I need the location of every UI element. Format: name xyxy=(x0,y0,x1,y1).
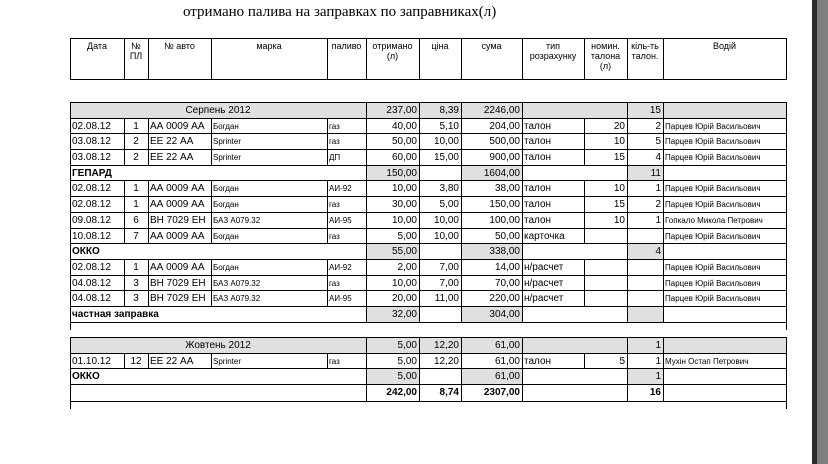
grid-line xyxy=(522,384,523,402)
cell-brand: Sprinter xyxy=(213,357,242,366)
cell-fuel: газ xyxy=(329,200,340,209)
grid-line xyxy=(786,180,787,197)
cell-count: 1 xyxy=(655,183,661,194)
cell-brand: Богдан xyxy=(213,200,239,209)
cell-count: 2 xyxy=(655,199,661,210)
cell-count xyxy=(627,229,663,244)
cell-nominal xyxy=(584,276,627,291)
month-sum: 2246,00 xyxy=(483,105,520,116)
cell-car: ВН 7029 ЕН xyxy=(150,293,206,304)
cell-car: ВН 7029 ЕН xyxy=(150,278,206,289)
cell-paytype: талон xyxy=(524,183,552,194)
cell-pl: 1 xyxy=(133,183,139,194)
cell-date: 03.08.12 xyxy=(72,136,111,147)
cell-fuel: АИ-95 xyxy=(329,216,352,225)
cell-pl: 1 xyxy=(133,262,139,273)
cell-driver: Парцев Юрій Васильович xyxy=(665,294,761,303)
cell-fuel: газ xyxy=(329,357,340,366)
grid-line xyxy=(70,79,787,80)
grid-line xyxy=(522,337,523,354)
cell-sum: 220,00 xyxy=(489,293,520,304)
cell-count: 4 xyxy=(655,152,661,163)
cell-paytype: н/расчет xyxy=(524,293,564,304)
group-sum: 1604,00 xyxy=(483,168,520,179)
month-count: 1 xyxy=(655,340,661,351)
cell-car: АА 0009 АА xyxy=(150,121,205,132)
grid-line xyxy=(786,118,787,134)
cell-nominal xyxy=(584,291,627,306)
group-label: частная заправка xyxy=(72,309,159,320)
cell-nominal: 15 xyxy=(613,152,625,163)
grid-line xyxy=(70,384,71,402)
grid-line xyxy=(522,368,523,385)
grid-line xyxy=(663,368,664,385)
grid-line xyxy=(786,275,787,291)
cell-received: 10,00 xyxy=(391,278,417,289)
cell-sum: 500,00 xyxy=(489,136,520,147)
cell-sum: 38,00 xyxy=(494,183,520,194)
cell-fuel: АИ-92 xyxy=(329,263,352,272)
cell-driver: Парцев Юрій Васильович xyxy=(665,122,761,131)
column-header-paytype: тип розрахунку xyxy=(529,41,577,61)
cell-count: 1 xyxy=(655,215,661,226)
cell-fuel: АИ-95 xyxy=(329,294,352,303)
cell-date: 03.08.12 xyxy=(72,152,111,163)
cell-pl: 1 xyxy=(133,121,139,132)
cell-nominal: 20 xyxy=(613,121,625,132)
cell-price: 12,20 xyxy=(433,356,459,367)
cell-sum: 70,00 xyxy=(494,278,520,289)
cell-received: 40,00 xyxy=(391,121,417,132)
month-received: 5,00 xyxy=(397,340,417,351)
cell-date: 02.08.12 xyxy=(72,121,111,132)
month-price: 8,39 xyxy=(439,105,459,116)
total-price: 8,74 xyxy=(439,387,459,398)
cell-brand: БАЗ А079.32 xyxy=(213,279,261,288)
cell-driver: Мухін Остап Петрович xyxy=(665,357,749,366)
column-header-received: отримано (л) xyxy=(372,41,413,61)
cell-received: 5,00 xyxy=(397,356,417,367)
cell-driver: Парцев Юрій Васильович xyxy=(665,232,761,241)
cell-paytype: н/расчет xyxy=(524,262,564,273)
column-header-count: кіль-ть талон. xyxy=(631,41,659,61)
group-received: 55,00 xyxy=(391,246,417,257)
cell-price: 10,00 xyxy=(433,215,459,226)
cell-fuel: газ xyxy=(329,232,340,241)
grid-line xyxy=(663,384,664,402)
cell-date: 02.08.12 xyxy=(72,199,111,210)
page-title: отримано палива на заправках по заправниках(л) xyxy=(183,4,497,20)
grid-line xyxy=(786,384,787,402)
cell-car: ЕЕ 22 АА xyxy=(150,152,194,163)
cell-received: 50,00 xyxy=(391,136,417,147)
cell-pl: 2 xyxy=(133,136,139,147)
cell-date: 10.08.12 xyxy=(72,231,111,242)
grid-line xyxy=(786,149,787,166)
grid-line xyxy=(419,165,420,181)
cell-price: 10,00 xyxy=(433,231,459,242)
cell-car: ВН 7029 ЕН xyxy=(150,215,206,226)
grid-line xyxy=(786,290,787,307)
cell-price: 5,10 xyxy=(439,121,459,132)
cell-nominal: 10 xyxy=(613,136,625,147)
cell-received: 10,00 xyxy=(391,183,417,194)
cell-brand: БАЗ А079.32 xyxy=(213,216,261,225)
grid-line xyxy=(786,133,787,150)
cell-received: 2,00 xyxy=(397,262,417,273)
grid-line xyxy=(786,228,787,244)
column-header-pl: № ПЛ xyxy=(129,41,143,61)
cell-pl: 2 xyxy=(133,152,139,163)
cell-pl: 3 xyxy=(133,278,139,289)
cell-sum: 50,00 xyxy=(494,231,520,242)
grid-line xyxy=(419,306,420,323)
shaded-cell xyxy=(627,307,663,322)
cell-brand: Богдан xyxy=(213,263,239,272)
grid-line xyxy=(663,243,664,260)
grid-line xyxy=(786,212,787,229)
grid-line xyxy=(627,306,628,323)
cell-pl: 12 xyxy=(130,356,142,367)
cell-car: ЕЕ 22 АА xyxy=(150,356,194,367)
grid-line xyxy=(786,353,787,369)
cell-sum: 61,00 xyxy=(494,356,520,367)
group-sum: 338,00 xyxy=(489,246,520,257)
cell-nominal: 5 xyxy=(619,356,625,367)
cell-date: 02.08.12 xyxy=(72,183,111,194)
grid-line xyxy=(70,401,787,402)
cell-nominal: 10 xyxy=(613,215,625,226)
cell-sum: 100,00 xyxy=(489,215,520,226)
cell-price: 3,80 xyxy=(439,183,459,194)
cell-car: АА 0009 АА xyxy=(150,231,205,242)
cell-pl: 7 xyxy=(133,231,139,242)
group-received: 150,00 xyxy=(386,168,417,179)
cell-price: 11,00 xyxy=(434,293,459,304)
cell-car: АА 0009 АА xyxy=(150,183,205,194)
cell-brand: Sprinter xyxy=(213,153,242,162)
column-header-sum: сума xyxy=(481,41,502,51)
group-label: ОККО xyxy=(72,246,100,257)
cell-date: 02.08.12 xyxy=(72,262,111,273)
cell-paytype: талон xyxy=(524,121,552,132)
group-sum: 304,00 xyxy=(489,309,520,320)
cell-count: 5 xyxy=(655,136,661,147)
cell-paytype: карточка xyxy=(524,231,565,242)
group-received: 5,00 xyxy=(397,371,417,382)
month-label: Жовтень 2012 xyxy=(185,340,251,351)
grid-line xyxy=(419,243,420,260)
cell-received: 20,00 xyxy=(391,293,417,304)
cell-nominal xyxy=(584,260,627,275)
grid-line xyxy=(663,165,664,181)
column-header-car: № авто xyxy=(164,41,195,51)
grid-line xyxy=(70,322,787,323)
group-received: 32,00 xyxy=(391,309,417,320)
cell-received: 30,00 xyxy=(391,199,417,210)
month-sum: 61,00 xyxy=(494,340,520,351)
cell-price: 7,00 xyxy=(439,278,459,289)
cell-car: АА 0009 АА xyxy=(150,262,205,273)
group-count: 1 xyxy=(655,371,661,382)
cell-driver: Парцев Юрій Васильович xyxy=(665,153,761,162)
grid-line xyxy=(663,102,664,119)
grid-line xyxy=(522,243,523,260)
grid-line xyxy=(522,102,523,119)
cell-nominal xyxy=(584,229,627,244)
cell-received: 10,00 xyxy=(391,215,417,226)
cell-driver: Парцев Юрій Васильович xyxy=(665,137,761,146)
month-count: 15 xyxy=(649,105,661,116)
cell-nominal: 10 xyxy=(613,183,625,194)
cell-count xyxy=(627,291,663,306)
month-received: 237,00 xyxy=(386,105,417,116)
column-header-price: ціна xyxy=(431,41,449,51)
column-header-driver: Водій xyxy=(712,41,737,51)
cell-fuel: газ xyxy=(329,279,340,288)
group-label: ГЕПАРД xyxy=(72,168,112,179)
cell-paytype: талон xyxy=(524,215,552,226)
cell-brand: Богдан xyxy=(213,232,239,241)
cell-sum: 204,00 xyxy=(489,121,520,132)
cell-brand: БАЗ А079.32 xyxy=(213,294,261,303)
month-label: Серпень 2012 xyxy=(185,105,251,116)
total-sum: 2307,00 xyxy=(483,387,520,398)
grid-line xyxy=(786,259,787,276)
grid-line xyxy=(663,306,664,323)
cell-brand: Sprinter xyxy=(213,137,242,146)
cell-paytype: талон xyxy=(524,199,552,210)
grid-line xyxy=(786,337,787,354)
cell-price: 15,00 xyxy=(433,152,459,163)
page-shadow xyxy=(812,0,817,464)
group-count: 4 xyxy=(655,246,661,257)
cell-paytype: талон xyxy=(524,356,552,367)
cell-count xyxy=(627,276,663,291)
column-header-date: Дата xyxy=(87,41,107,51)
cell-fuel: ДП xyxy=(329,153,341,162)
cell-price: 10,00 xyxy=(433,136,459,147)
group-count: 11 xyxy=(650,168,661,179)
cell-paytype: н/расчет xyxy=(524,278,564,289)
cell-pl: 6 xyxy=(133,215,139,226)
column-header-nominal: номин. талона (л) xyxy=(590,41,621,71)
cell-price: 7,00 xyxy=(439,262,459,273)
total-count: 16 xyxy=(649,387,661,398)
group-sum: 61,00 xyxy=(494,371,520,382)
cell-count xyxy=(627,260,663,275)
cell-fuel: газ xyxy=(329,137,340,146)
cell-date: 09.08.12 xyxy=(72,215,111,226)
cell-sum: 14,00 xyxy=(494,262,520,273)
grid-line xyxy=(522,306,523,323)
cell-price: 5,00 xyxy=(439,199,459,210)
cell-paytype: талон xyxy=(524,136,552,147)
cell-received: 60,00 xyxy=(391,152,417,163)
cell-driver: Парцев Юрій Васильович xyxy=(665,263,761,272)
cell-driver: Парцев Юрій Васильович xyxy=(665,200,761,209)
grid-line xyxy=(786,196,787,213)
cell-date: 04.08.12 xyxy=(72,293,111,304)
month-price: 12,20 xyxy=(433,340,459,351)
cell-nominal: 15 xyxy=(613,199,625,210)
cell-received: 5,00 xyxy=(397,231,417,242)
cell-fuel: АИ-92 xyxy=(329,184,352,193)
cell-sum: 150,00 xyxy=(489,199,520,210)
grid-line xyxy=(419,368,420,385)
total-received: 242,00 xyxy=(386,387,417,398)
grid-line xyxy=(786,38,787,80)
cell-driver: Парцев Юрій Васильович xyxy=(665,184,761,193)
cell-brand: Богдан xyxy=(213,184,239,193)
cell-driver: Парцев Юрій Васильович xyxy=(665,279,761,288)
cell-fuel: газ xyxy=(329,122,340,131)
column-header-fuel: паливо xyxy=(331,41,362,51)
grid-line xyxy=(663,337,664,354)
cell-driver: Гопкало Микола Петрович xyxy=(665,216,763,225)
cell-car: АА 0009 АА xyxy=(150,199,205,210)
cell-sum: 900,00 xyxy=(489,152,520,163)
cell-date: 01.10.12 xyxy=(72,356,111,367)
grid-line xyxy=(786,102,787,119)
grid-line xyxy=(522,165,523,181)
cell-paytype: талон xyxy=(524,152,552,163)
cell-brand: Богдан xyxy=(213,122,239,131)
cell-date: 04.08.12 xyxy=(72,278,111,289)
cell-car: ЕЕ 22 АА xyxy=(150,136,194,147)
column-header-brand: марка xyxy=(256,41,282,51)
cell-count: 1 xyxy=(655,356,661,367)
cell-count: 2 xyxy=(655,121,661,132)
cell-pl: 1 xyxy=(133,199,139,210)
cell-pl: 3 xyxy=(133,293,139,304)
group-label: ОККО xyxy=(72,371,100,382)
